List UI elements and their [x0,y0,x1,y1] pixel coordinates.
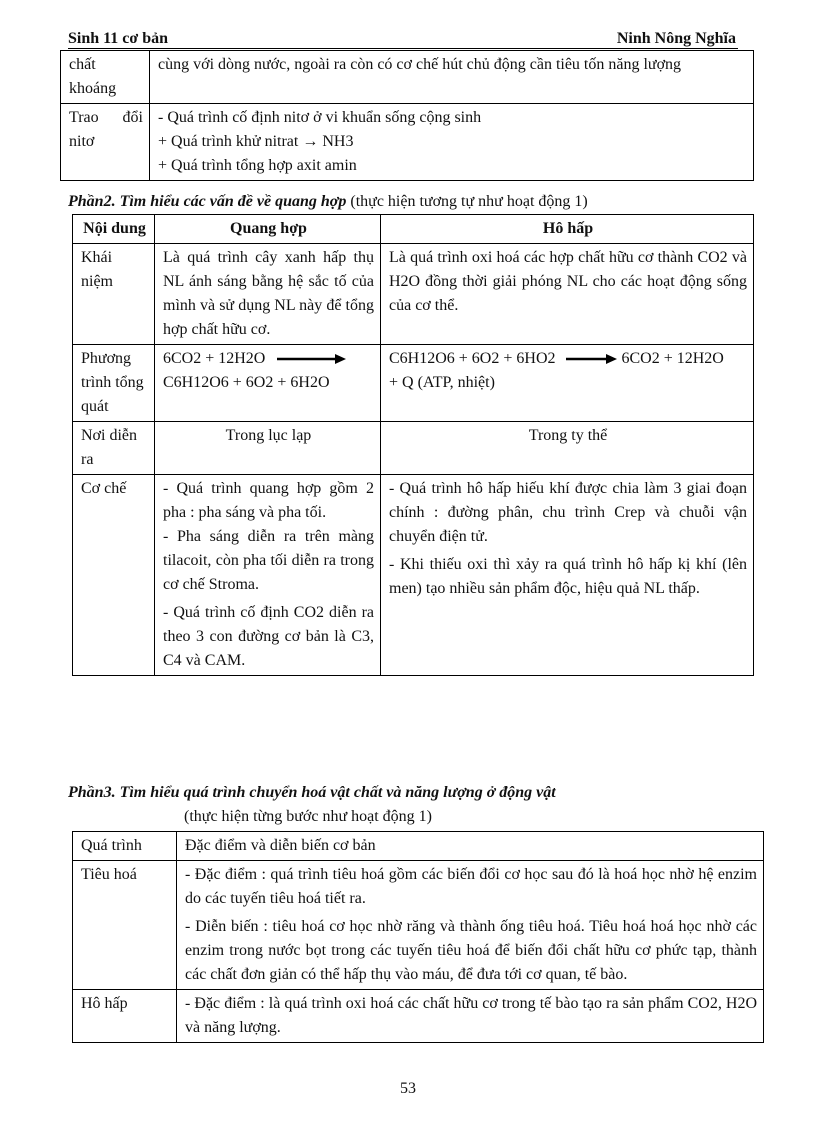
table-header-row [73,832,764,861]
section-note: (thực hiện tương tự như hoạt động 1) [350,193,588,210]
section-title-part2 [68,192,588,212]
col-header: Nội dung [73,215,155,244]
row-label: Nơi diễn ra [73,422,155,475]
row-text: - Diễn biến : tiêu hoá cơ học nhờ răng và thành ống tiêu hoá. Tiêu hoá hoá học nhờ các enzim trong nước bọt trong các tuyến tiêu hoá để biến đổi chất hữu cơ phức tạp, thành các chất đơn giản có thể hấp thụ vào máu, để đưa tới cơ quan, tế bào. [185,918,757,983]
row-content [150,104,754,181]
col-header: Quang hợp [155,215,381,244]
equation-cell [381,345,754,422]
row-label: Hô hấp [73,990,177,1043]
mech-text: - Quá trình hô hấp hiếu khí được chia làm 3 giai đoạn chính : đường phân, chu trình Crep và chuỗi vận chuyển điện tử. [389,480,747,545]
row-label: Tiêu hoá [73,861,177,990]
arrow-right-icon [269,353,347,365]
arrow-right-icon [560,353,618,365]
table-row [73,345,754,422]
row-text: - Đặc điểm : là quá trình oxi hoá các chất hữu cơ trong tế bào tạo ra sản phẩm CO2, H2O và năng lượng. [185,995,757,1036]
row-text: - Đặc điểm : quá trình tiêu hoá gồm các biến đổi cơ học sau đó là hoá học nhờ hệ enzim do các tuyến tiêu hoá tiết ra. [185,866,757,907]
row-label: Trao đổi nitơ [61,104,150,181]
mech-text: - Pha sáng diễn ra trên màng tilacoit, còn pha tối diễn ra trong cơ chế Stroma. [163,528,374,593]
mech-text: - Quá trình cố định CO2 diễn ra theo 3 con đường cơ bản là C3, C4 và CAM. [163,604,374,669]
cell-text [381,475,754,676]
row-label: chất khoáng [61,51,150,104]
table-nutrition [60,50,754,181]
header-right: Ninh Nông Nghĩa [616,30,736,47]
row-label: Phương trình tổng quát [73,345,155,422]
cell-text: Trong lục lạp [155,422,381,475]
table-row [73,422,754,475]
row-text: + Quá trình tổng hợp axit amin [158,157,357,174]
row-content [150,51,754,104]
section-title-part3 [68,783,556,803]
row-text: - Quá trình cố định nitơ ở vi khuẩn sống cộng sinh [158,109,482,126]
header-left: Sinh 11 cơ bản [68,30,169,47]
section-heading: Phần3. Tìm hiểu quá trình chuyển hoá vật chất và năng lượng ở động vật [68,784,556,801]
row-content [177,861,764,990]
col-header: Quá trình [73,832,177,861]
row-text: + Quá trình khử nitrat → NH3 [158,133,354,150]
section-heading: Phần2. Tìm hiểu các vấn đề về quang hợp [68,193,347,210]
table-row [73,861,764,990]
equation-text: C6H12O6 + 6O2 + 6H2O [163,374,330,391]
table-metabolism [72,831,764,1043]
cell-text: Là quá trình cây xanh hấp thụ NL ánh sáng bằng hệ sắc tố của mình và sử dụng NL này để tổng hợp chất hữu cơ. [155,244,381,345]
table-header-row [73,215,754,244]
page-number: 53 [400,1080,416,1097]
cell-text [155,475,381,676]
table-row [73,990,764,1043]
section-note: (thực hiện từng bước như hoạt động 1) [184,808,432,825]
table-row [61,104,754,181]
cell-text: Trong ty thể [381,422,754,475]
equation-text: C6H12O6 + 6O2 + 6HO2 [389,350,556,367]
equation-text: 6CO2 + 12H2O [621,350,724,367]
equation-text: + Q (ATP, nhiệt) [389,374,495,391]
row-label: Khái niệm [73,244,155,345]
row-content [177,990,764,1043]
row-text: cùng với dòng nước, ngoài ra còn có cơ chế hút chủ động cần tiêu tốn năng lượng [158,56,682,73]
table-photosynthesis [72,214,754,676]
cell-text: Là quá trình oxi hoá các hợp chất hữu cơ thành CO2 và H2O đồng thời giải phóng NL cho các hoạt động sống của cơ thể. [381,244,754,345]
table-row [73,244,754,345]
equation-cell [155,345,381,422]
page-header [68,28,738,49]
col-header: Hô hấp [381,215,754,244]
col-header: Đặc điểm và diễn biến cơ bản [177,832,764,861]
table-row [73,475,754,676]
row-label: Cơ chế [73,475,155,676]
equation-text: 6CO2 + 12H2O [163,350,266,367]
mech-text: - Khi thiếu oxi thì xảy ra quá trình hô hấp kị khí (lên men) tạo nhiều sản phẩm độc, hiệu quả NL thấp. [389,556,747,597]
mech-text: - Quá trình quang hợp gồm 2 pha : pha sáng và pha tối. [163,480,374,521]
table-row [61,51,754,104]
